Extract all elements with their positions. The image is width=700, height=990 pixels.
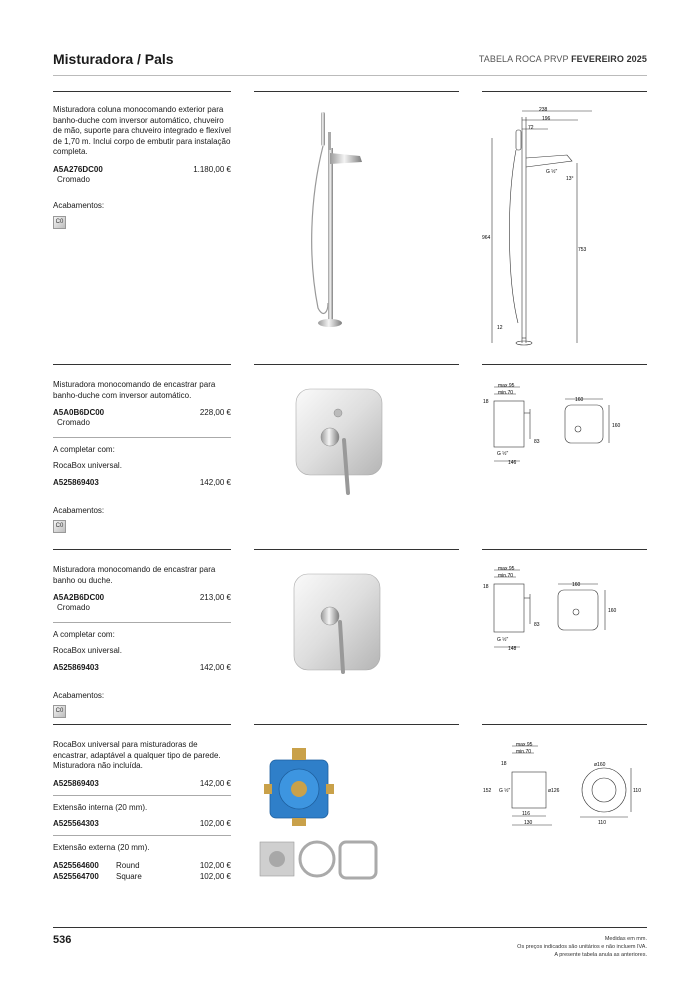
dim-max95: max.95 — [498, 566, 515, 572]
builtin-mixer-diagram — [482, 564, 647, 652]
complete-with-label: A completar com: — [53, 444, 115, 454]
subtitle-date: FEVEREIRO 2025 — [571, 54, 647, 64]
builtin-mixer-divertor-photo — [292, 385, 388, 497]
footer-note-units: Medidas em mm. — [604, 936, 647, 942]
dim-148: 148 — [508, 646, 517, 652]
floor-mixer-photo — [290, 108, 370, 336]
divider — [53, 437, 231, 438]
dim-thread: G ½" — [499, 788, 511, 794]
dim-160-height: 160 — [608, 608, 617, 614]
internal-extension-core — [269, 851, 285, 867]
dim-min70: min.70 — [498, 573, 514, 579]
dim-thread: G ½" — [546, 169, 558, 175]
finish-swatch-chrome[interactable]: C0 — [53, 520, 66, 533]
divertor-knob — [334, 409, 342, 417]
product-description: Misturadora monocomando de encastrar para banho-duche com inversor automático. — [53, 380, 216, 400]
dim-126: ø126 — [548, 788, 560, 794]
footer-note-prices: Os preços indicados são unitários e não incluem IVA. — [517, 944, 647, 950]
finish-name: Cromado — [57, 174, 90, 184]
finishes-label: Acabamentos: — [53, 690, 105, 700]
subtitle-prefix: TABELA ROCA PRVP — [478, 54, 569, 64]
footer-note-validity: A presente tabela anula as anteriores. — [554, 952, 647, 958]
section3-rule-text — [53, 549, 231, 550]
dim-116: 116 — [522, 811, 530, 817]
external-round-variant: Round — [116, 860, 140, 870]
dim-196: 196 — [542, 116, 551, 122]
product-price: 1.180,00 € — [193, 164, 231, 174]
divider — [53, 622, 231, 623]
dim-thread: G ½" — [497, 451, 509, 457]
lever-hub — [321, 428, 339, 446]
section4-rule-photo — [254, 724, 459, 725]
product-price: 228,00 € — [199, 408, 231, 417]
cover-plate — [296, 389, 382, 475]
dim-160-width: 160 — [572, 582, 581, 588]
dim-18: 18 — [483, 399, 489, 405]
rocabox-diagram — [482, 740, 647, 830]
dim-130: 130 — [524, 820, 533, 826]
price-row — [53, 165, 231, 175]
price-row — [53, 408, 231, 418]
section4-rule-text — [53, 724, 231, 725]
external-round-row — [53, 860, 231, 871]
finish-swatch-chrome[interactable]: C0 — [53, 216, 66, 229]
dim-max95: max.95 — [498, 383, 515, 389]
product-code: A5A0B6DC00 — [53, 408, 105, 417]
section3-rule-diagram — [482, 549, 647, 550]
header-divider — [53, 75, 647, 76]
product-code: A5A2B6DC00 — [53, 593, 105, 602]
dim-72: 72 — [528, 125, 534, 131]
product-code: A525869403 — [53, 778, 99, 788]
external-square-row — [53, 871, 231, 882]
product-description: Misturadora monocomando de encastrar para banho ou duche. — [53, 565, 216, 585]
section-floor-mixer — [53, 105, 231, 229]
dim-83: 83 — [534, 439, 540, 445]
dim-152: 152 — [483, 788, 492, 794]
section-builtin-bath-or-shower — [53, 565, 231, 718]
section2-rule-text — [53, 364, 231, 365]
dim-angle: 13° — [566, 176, 574, 182]
product-description: Misturadora coluna monocomando exterior para banho-duche com inversor automático, chuveiro de mão, suporte para chuveiro integrado e flexível de 1,70 m. Inclui corpo de embutir para instalação completa. — [53, 105, 231, 156]
floor-base — [318, 319, 342, 327]
internal-extension-label: Extensão interna (20 mm). — [53, 802, 148, 812]
dim-min70: min.70 — [516, 749, 532, 755]
rocabox-left-connector — [264, 784, 272, 794]
floor-mixer-diagram — [482, 103, 647, 353]
complete-price: 142,00 € — [199, 477, 231, 487]
dim-160: ø160 — [594, 762, 606, 768]
column-pipe — [328, 148, 333, 320]
complete-price: 142,00 € — [199, 662, 231, 672]
finish-name: Cromado — [57, 603, 90, 612]
dim-238: 238 — [539, 107, 548, 113]
product-price: 213,00 € — [199, 593, 231, 602]
dim-964: 964 — [482, 235, 491, 241]
internal-extension-code: A525564303 — [53, 819, 99, 828]
section-rocabox — [53, 740, 231, 882]
complete-code: A525869403 — [53, 662, 99, 672]
catalog-subtitle — [479, 54, 647, 64]
external-extension-round — [300, 842, 334, 876]
dim-146: 146 — [508, 460, 517, 466]
external-extension-square — [340, 842, 376, 878]
finishes-label: Acabamentos: — [53, 201, 105, 210]
external-square-variant: Square — [116, 871, 142, 881]
lever — [328, 132, 331, 150]
divider — [53, 835, 231, 836]
dim-110-width: 110 — [598, 820, 606, 826]
builtin-mixer-photo — [290, 570, 386, 678]
complete-item: RocaBox universal. — [53, 646, 122, 655]
price-row — [53, 593, 231, 603]
dim-12: 12 — [497, 325, 503, 331]
external-round-price: 102,00 € — [199, 860, 231, 870]
section4-rule-diagram — [482, 724, 647, 725]
section1-rule-text — [53, 91, 231, 92]
footer-notes — [517, 935, 647, 959]
section3-rule-photo — [254, 549, 459, 550]
complete-price-row — [53, 663, 231, 673]
rocabox-top-connector — [292, 748, 306, 760]
dim-110-height: 110 — [633, 788, 641, 794]
dim-160-height: 160 — [612, 423, 621, 429]
finish-swatch-chrome[interactable]: C0 — [53, 705, 66, 718]
extensions-photo — [256, 838, 386, 882]
spout — [330, 153, 362, 164]
dim-83: 83 — [534, 622, 540, 628]
section2-rule-diagram — [482, 364, 647, 365]
rocabox-bottom-connector — [292, 818, 306, 826]
external-square-code: A525564700 — [53, 871, 99, 881]
section-builtin-bath-shower — [53, 380, 231, 533]
internal-extension-row — [53, 819, 231, 829]
complete-price-row — [53, 478, 231, 488]
internal-extension-price: 102,00 € — [199, 819, 231, 828]
dim-753: 753 — [578, 247, 587, 253]
dim-min70: min.70 — [498, 390, 514, 396]
builtin-mixer-divertor-diagram — [482, 381, 647, 466]
external-round-code: A525564600 — [53, 860, 99, 870]
dim-18: 18 — [483, 584, 489, 590]
page-title: Misturadora / Pals — [53, 51, 174, 67]
section1-rule-photo — [254, 91, 459, 92]
divider — [53, 795, 231, 796]
dim-18: 18 — [501, 761, 507, 767]
external-extension-label: Extensão externa (20 mm). — [53, 843, 150, 852]
product-code: A5A276DC00 — [53, 164, 103, 174]
rocabox-valve — [291, 781, 307, 797]
hose — [312, 146, 328, 313]
rocabox-right-connector — [326, 784, 334, 794]
finish-name: Cromado — [57, 418, 90, 427]
lever-hub — [321, 607, 339, 625]
section1-rule-diagram — [482, 91, 647, 92]
external-square-price: 102,00 € — [199, 871, 231, 881]
product-price: 142,00 € — [199, 778, 231, 788]
dim-thread: G ½" — [497, 637, 509, 643]
product-description: RocaBox universal para misturadoras de encastrar, adaptável a qualquer tipo de parede. Misturadora não incluída. — [53, 740, 221, 770]
complete-with-label: A completar com: — [53, 629, 115, 639]
dim-max95: max.95 — [516, 742, 533, 748]
complete-code: A525869403 — [53, 477, 99, 487]
finishes-label: Acabamentos: — [53, 505, 105, 515]
complete-item: RocaBox universal. — [53, 461, 122, 470]
section2-rule-photo — [254, 364, 459, 365]
dim-160-width: 160 — [575, 397, 584, 403]
price-row — [53, 779, 231, 789]
rocabox-photo — [262, 744, 342, 826]
hand-shower — [321, 112, 325, 146]
footer-divider — [53, 927, 647, 928]
page-number: 536 — [53, 934, 72, 946]
